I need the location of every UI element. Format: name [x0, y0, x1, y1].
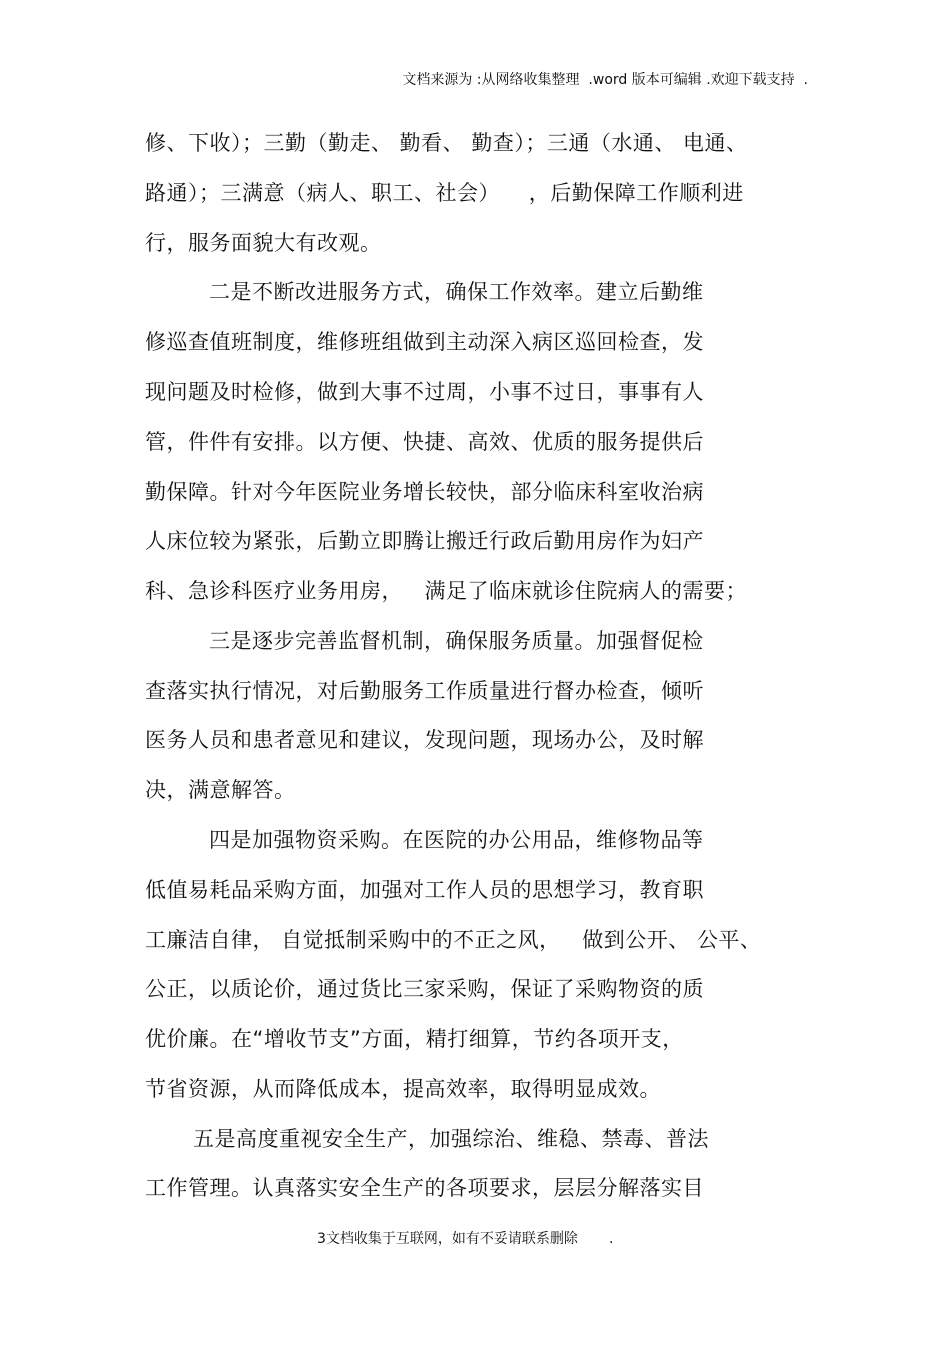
paragraph-start-line: 五是高度重视安全生产，加强综治、维稳、禁毒、普法	[193, 1127, 709, 1151]
paragraph-start-line: 三是逐步完善监督机制，确保服务质量。加强督促检	[209, 629, 704, 653]
body-line: 公正，以质论价，通过货比三家采购，保证了采购物资的质	[145, 977, 704, 1001]
body-line: 科、急诊科医疗业务用房， 满足了临床就诊住院病人的需要；	[145, 579, 748, 603]
body-line: 医务人员和患者意见和建议，发现问题，现场办公，及时解	[145, 728, 704, 752]
body-line: 勤保障。针对今年医院业务增长较快，部分临床科室收治病	[145, 480, 704, 504]
body-line: 查落实执行情况，对后勤服务工作质量进行督办检查，倾听	[145, 679, 704, 703]
paragraph-start-line: 二是不断改进服务方式，确保工作效率。建立后勤维	[209, 280, 704, 304]
page-footer: 3文档收集于互联网，如有不妥请联系删除 .	[317, 1231, 614, 1247]
body-line: 行，服务面貌大有改观。	[145, 231, 382, 255]
body-line: 修巡查值班制度，维修班组做到主动深入病区巡回检查，发	[145, 330, 704, 354]
body-line: 低值易耗品采购方面，加强对工作人员的思想学习，教育职	[145, 878, 704, 902]
body-line: 决，满意解答。	[145, 778, 296, 802]
body-line: 路通）；三满意（病人、职工、社会） ，后勤保障工作顺利进	[145, 181, 744, 205]
body-line: 人床位较为紧张，后勤立即腾让搬迁行政后勤用房作为妇产	[145, 529, 704, 553]
body-line: 管，件件有安排。以方便、快捷、高效、优质的服务提供后	[145, 430, 704, 454]
body-line: 修、下收）；三勤（勤走、 勤看、 勤查）；三通（水通、 电通、	[145, 131, 748, 155]
body-line: 现问题及时检修，做到大事不过周，小事不过日，事事有人	[145, 380, 704, 404]
body-line: 节省资源，从而降低成本，提高效率，取得明显成效。	[145, 1077, 661, 1101]
paragraph-start-line: 四是加强物资采购。在医院的办公用品，维修物品等	[209, 828, 704, 852]
body-line: 优价廉。在“增收节支”方面，精打细算，节约各项开支，	[145, 1027, 684, 1051]
page-header: 文档来源为 :从网络收集整理 .word 版本可编辑 .欢迎下载支持 .	[402, 72, 808, 88]
body-line: 工廉洁自律， 自觉抵制采购中的不正之风， 做到公开、 公平、	[145, 928, 762, 952]
body-line: 工作管理。认真落实安全生产的各项要求，层层分解落实目	[145, 1176, 704, 1200]
